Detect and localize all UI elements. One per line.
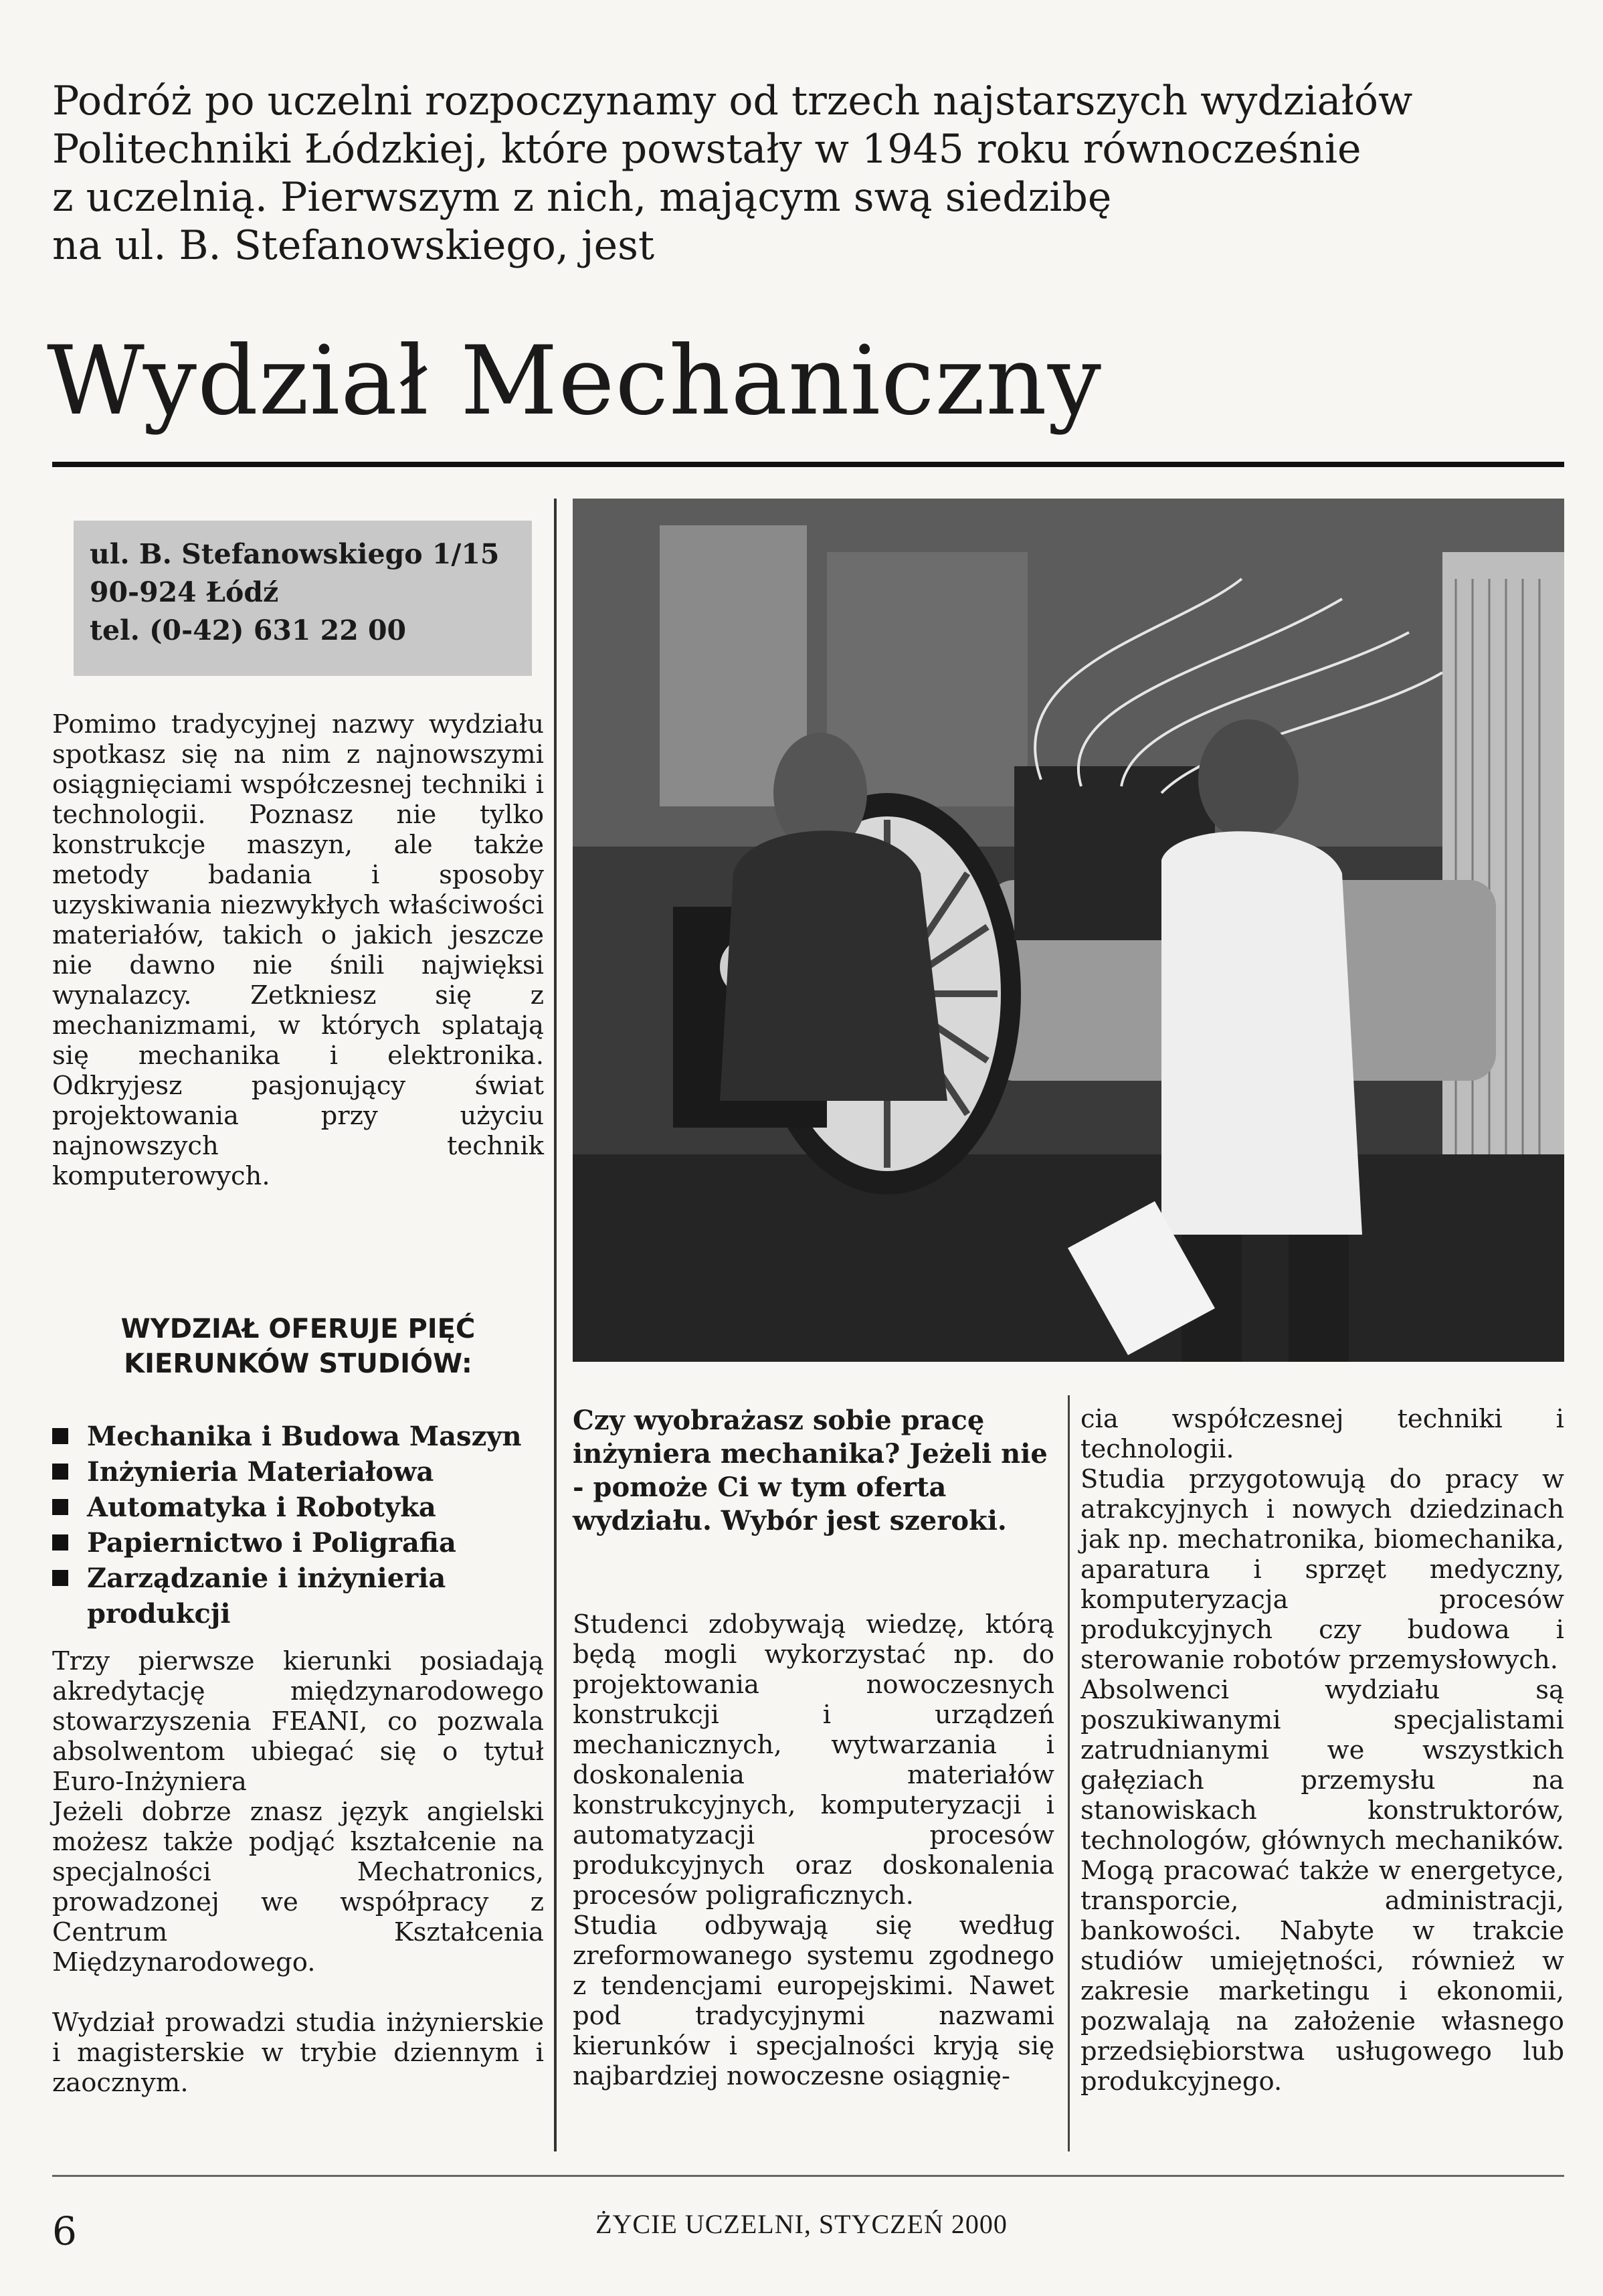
body-paragraph: Studia odbywają się według zreformowanego systemu zgodnego z tendencjami europejskimi. Nawet pod tradycyjnymi nazwami kierunków i specjalności kryją się najbardziej nowoczesne osiągnię- [573,1911,1054,2091]
program-item: Mechanika i Budowa Maszyn [52,1419,544,1454]
square-bullet-icon [52,1499,68,1515]
intro-line: na ul. B. Stefanowskiego, jest [52,222,655,269]
body-paragraph: Studia przygotowują do pracy w atrakcyjnych i nowych dziedzinach jak np. mechatronika, biomechanika, aparatura i sprzęt medyczny, komputeryzacja procesów produkcyjnych czy budowa i sterowanie robotów przemysłowych. [1080,1464,1564,1675]
programs-list [52,1419,544,1631]
body-paragraph: Jeżeli dobrze znasz język angielski możesz także podjąć kształcenie na specjalności Mechatronics, prowadzonej we współpracy z Centrum Kształcenia Międzynarodowego. [52,1797,544,1977]
column-divider [1068,1395,1070,2151]
body-paragraph: Wydział prowadzi studia inżynierskie i magisterskie w trybie dziennym i zaocznym. [52,2008,544,2098]
middle-column-lead: Czy wyobrażasz sobie pracę inżyniera mechanika? Jeżeli nie - pomoże Ci w tym oferta wydziału. Wybór jest szeroki. [573,1405,1048,1536]
intro-paragraph [52,77,1524,270]
article-title: Wydział Mechaniczny [47,326,1102,436]
intro-line: Politechniki Łódzkiej, które powstały w 1945 roku równocześnie [52,126,1361,173]
column-divider [554,499,557,2151]
intro-line: Podróż po uczelni rozpoczynamy od trzech najstarszych wydziałów [52,78,1413,124]
title-rule [52,462,1564,467]
address-box [74,521,532,676]
left-column-intro [52,709,544,1191]
program-item: Papiernictwo i Poligrafia [52,1525,544,1561]
lab-photo [573,499,1564,1362]
address-street: ul. B. Stefanowskiego 1/15 [90,538,500,570]
body-paragraph: Trzy pierwsze kierunki posiadają akredytację międzynarodowego stowarzyszenia FEANI, co pozwala absolwentom ubiegać się o tytuł Euro-Inżyniera [52,1646,544,1797]
body-paragraph: cia współczesnej techniki i technologii. [1080,1404,1564,1464]
middle-column-body [573,1609,1054,2091]
left-column-body [52,1646,544,2098]
square-bullet-icon [52,1428,68,1444]
body-paragraph: Studenci zdobywają wiedzę, którą będą mogli wykorzystać np. do projektowania nowoczesnych konstrukcji i urządzeń mechanicznych, wytwarzania i doskonalenia materiałów konstrukcyjnych, komputeryzacji i automatyzacji procesów produkcyjnych oraz doskonalenia procesów poligraficznych. [573,1609,1054,1911]
address-city: 90-924 Łódź [90,576,279,608]
programs-heading-line: KIERUNKÓW STUDIÓW: [124,1348,472,1379]
lab-photo-illustration [573,499,1564,1362]
right-column-body [1080,1404,1564,2097]
page-number: 6 [52,2208,77,2254]
footer-rule [52,2175,1564,2177]
programs-heading-line: WYDZIAŁ OFERUJE PIĘĆ [120,1314,476,1344]
square-bullet-icon [52,1464,68,1480]
program-item: Zarządzanie i inżynieria produkcji [52,1561,544,1631]
square-bullet-icon [52,1534,68,1551]
body-paragraph: Absolwenci wydziału są poszukiwanymi specjalistami zatrudnianymi we wszystkich gałęziach przemysłu na stanowiskach konstruktorów, technologów, głównych mechaników. Mogą pracować także w energetyce, transporcie, administracji, bankowości. Nabyte w trakcie studiów umiejętności, również w zakresie marketingu i ekonomii, pozwalają na założenie własnego przedsiębiorstwa usługowego lub produkcyjnego. [1080,1675,1564,2097]
programs-heading [52,1312,544,1381]
intro-line: z uczelnią. Pierwszym z nich, mającym swą siedzibę [52,174,1112,221]
body-paragraph: Pomimo tradycyjnej nazwy wydziału spotkasz się na nim z najnowszymi osiągnięciami współczesnej techniki i technologii. Poznasz nie tylko konstrukcje maszyn, ale także metody badania i sposoby uzyskiwania niezwykłych właściwości materiałów, takich o jakich jeszcze nie dawno nie śnili najwięksi wynalazcy. Zetkniesz się z mechanizmami, w których splatają się mechanika i elektronika. Odkryjesz pasjonujący świat projektowania przy użyciu najnowszych technik komputerowych. [52,709,544,1191]
program-item: Automatyka i Robotyka [52,1490,544,1525]
address-phone: tel. (0-42) 631 22 00 [90,614,407,646]
square-bullet-icon [52,1570,68,1586]
program-item: Inżynieria Materiałowa [52,1454,544,1490]
publication-footer: ŻYCIE UCZELNI, STYCZEŃ 2000 [595,2209,1008,2239]
